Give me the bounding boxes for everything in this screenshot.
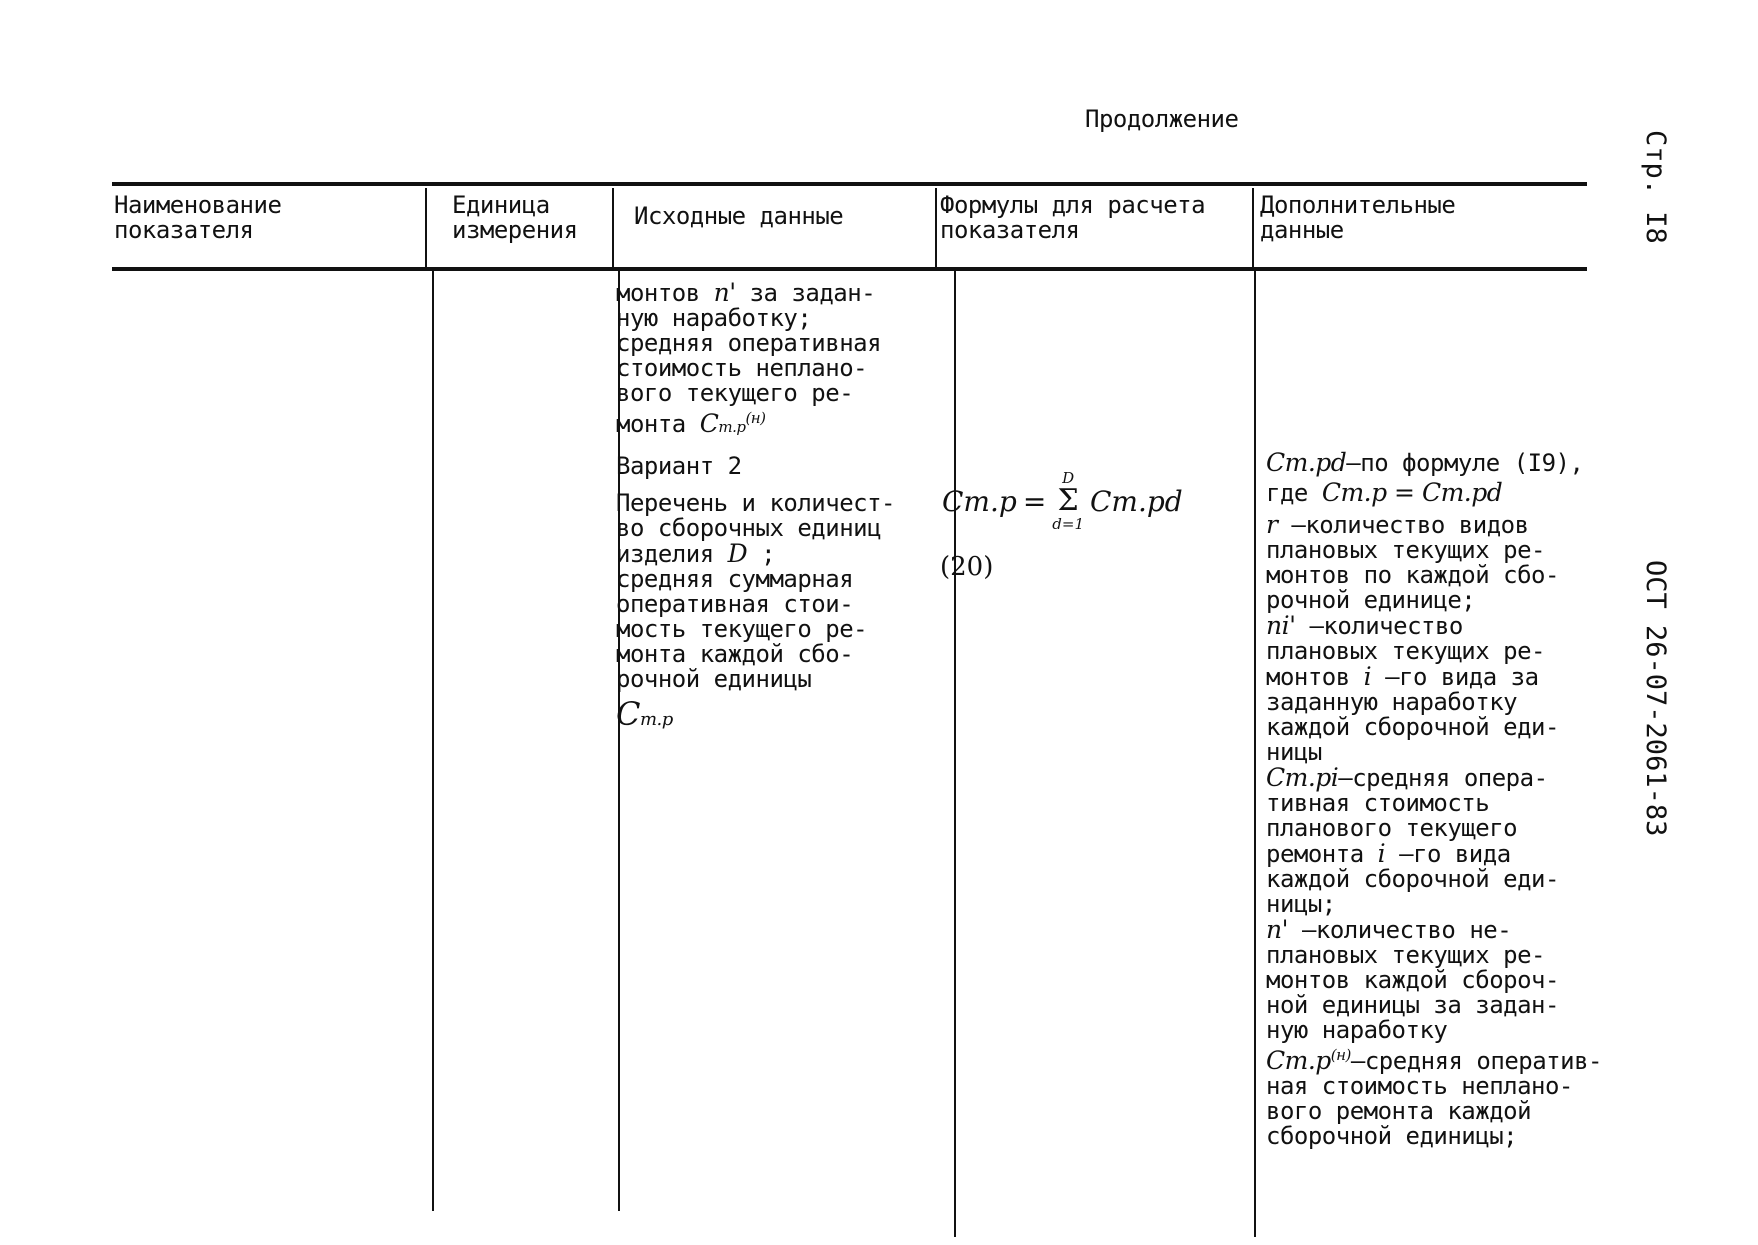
column-header-formulas: Формулы для расчета показателя <box>940 191 1206 244</box>
column-divider-1 <box>425 188 427 267</box>
column-divider-4 <box>1252 188 1254 267</box>
formula-equals: = <box>1022 484 1047 518</box>
formula-number: (20) <box>940 552 994 582</box>
formula-term: Cт.рd <box>1090 484 1183 518</box>
page-number: Стр. I8 <box>1640 130 1671 244</box>
additional-data-cell: Cт.рd–по формуле (I9), где Cт.р = Cт.рd r –количество видов плановых текущих ре- монтов по каждой сбо- рочной единице; ni' –количество плановых текущих ре- монтов i –го вида за заданную наработку каждой сборочной еди- ницы Cт.рi–средняя опера- тивная стоимость планового текущего ремонта i –го вида каждой сборочной еди- ницы; n' –количество не- плановых текущих ре- монтов каждой сбороч- ной единицы за задан- ную наработку $Cт.р^{(н)}$–средняя оператив- ная стоимость неплано- вого ремонта каждой сборочной единицы; <box>1266 448 1602 1150</box>
column-divider-3 <box>935 188 937 267</box>
source-data-cell: монтов n' за задан- ную наработку; средняя оперативная стоимость неплано- вого текущего ре- монта $Cт.р^{(н)}$ Вариант 2 Перечень и количест- во сборочных единиц изделия D ; средняя суммарная оперативная стои- мость текущего ре- монта каждой сбо- рочной единицы Cт.р <box>616 278 895 733</box>
continuation-label: Продолжение <box>1085 105 1239 133</box>
formula-20 <box>942 470 1183 532</box>
column-header-unit: Единица измерения <box>452 191 578 244</box>
table-top-rule <box>112 182 1587 186</box>
column-header-indicator-name: Наименование показателя <box>114 191 282 244</box>
column-header-additional-data: Дополнительные данные <box>1260 191 1456 244</box>
standard-code: ОСТ 26-07-2061-83 <box>1640 560 1671 837</box>
column-divider-body-4 <box>1254 271 1256 1237</box>
table-header-rule <box>112 267 1587 271</box>
sum-operator: D Σ d=1 <box>1052 469 1084 533</box>
column-divider-body-3 <box>954 271 956 1237</box>
column-divider-2 <box>612 188 614 267</box>
column-header-source-data: Исходные данные <box>634 202 844 230</box>
formula-lhs: Cт.р <box>942 484 1017 518</box>
column-divider-body-1 <box>432 271 434 1211</box>
